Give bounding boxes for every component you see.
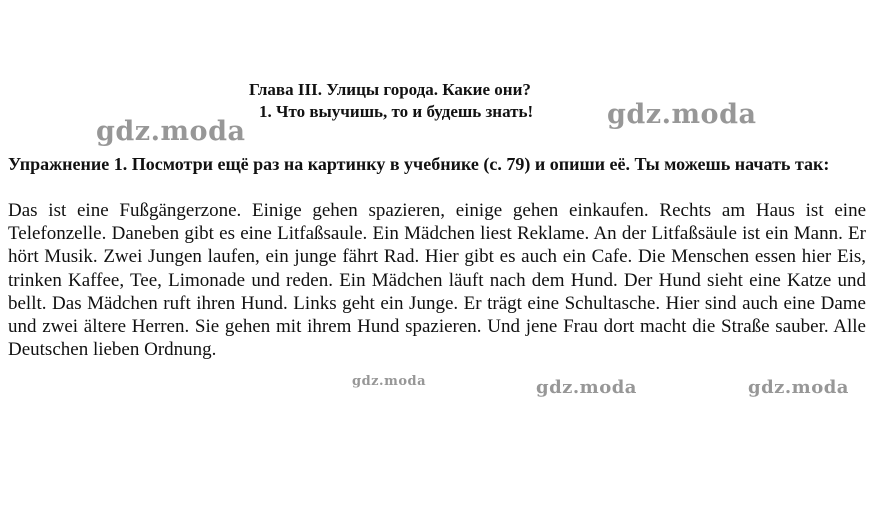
watermark-logo: gdz.moda xyxy=(96,116,246,147)
exercise-task: Упражнение 1. Посмотри ещё раз на картинку в учебнике (с. 79) и опиши её. Ты можешь начать так: xyxy=(8,154,830,174)
chapter-title: Глава III. Улицы города. Какие они? xyxy=(249,80,531,99)
watermark-logo: gdz.moda xyxy=(607,99,757,130)
watermark-logo: gdz.moda xyxy=(352,374,427,389)
section-title: 1. Что выучишь, то и будешь знать! xyxy=(259,102,534,121)
watermark-logo: gdz.moda xyxy=(748,377,849,398)
watermark-logo: gdz.moda xyxy=(536,377,637,398)
exercise-text: Das ist eine Fußgängerzone. Einige gehen spazieren, einige gehen einkaufen. Rechts am Haus ist eine Telefonzelle. Daneben gibt es eine Litfaßsaule. Ein Mädchen liest Reklame. An der Litfaßsäule ist ein Mann. Er hört Musik. Zwei Jungen laufen, ein junge fährt Rad. Hier gibt es auch ein Cafe. Die Menschen essen hier Eis, trinken Kaffee, Tee, Limonade und reden. Ein Mädchen läuft nach dem Hund. Der Hund sieht eine Katze und bellt. Das Mädchen ruft ihren Hund. Links geht ein Junge. Er trägt eine Schultasche. Hier sind auch eine Dame und zwei ältere Herren. Sie gehen mit ihrem Hund spazieren. Und jene Frau dort macht die Straße sauber. Alle Deutschen lieben Ordnung. xyxy=(8,200,866,361)
